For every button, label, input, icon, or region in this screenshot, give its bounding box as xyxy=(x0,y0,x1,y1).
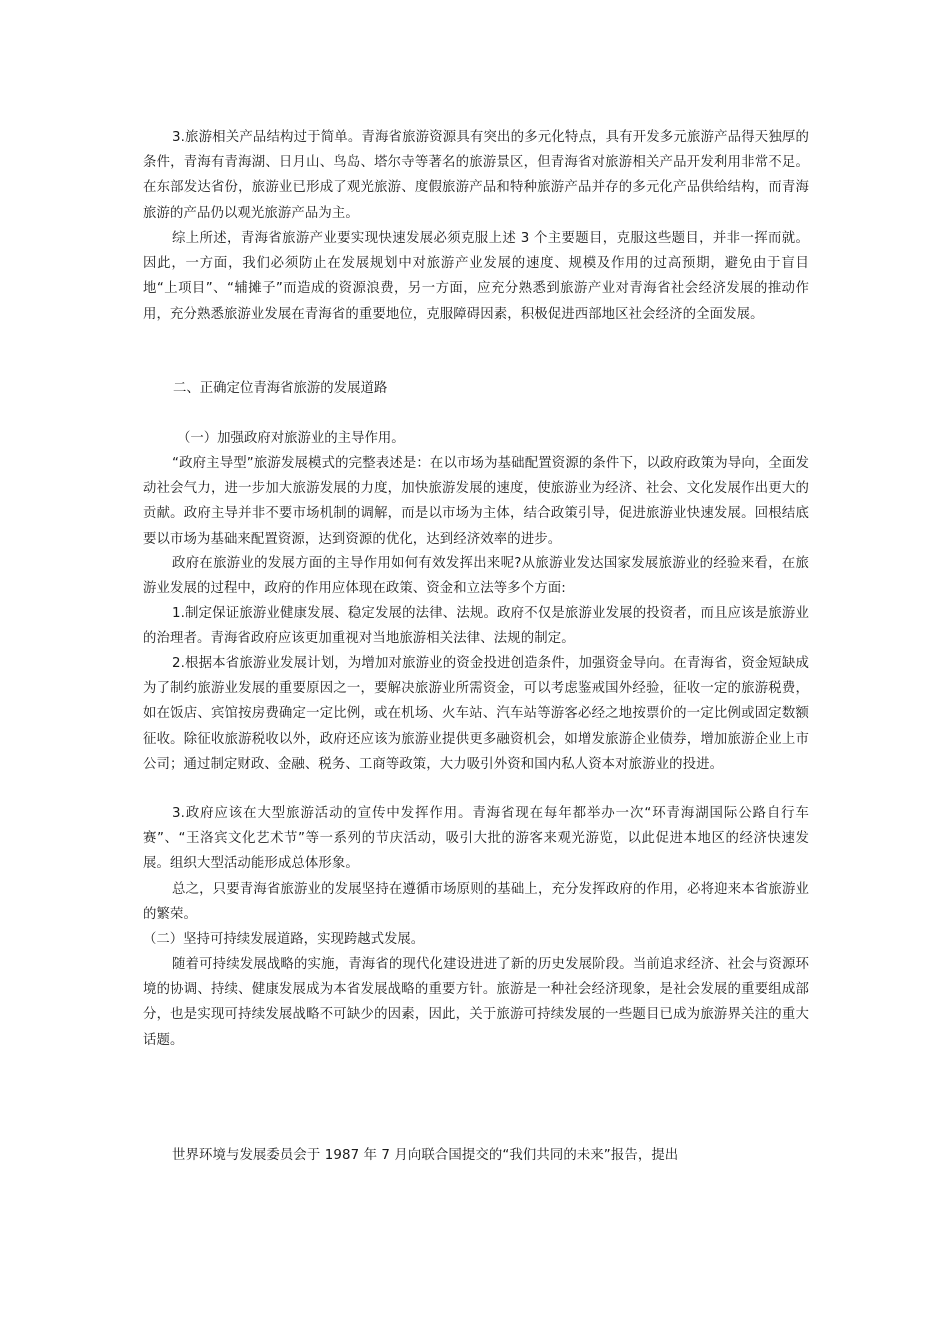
paragraph-government-role: 政府在旅游业的发展方面的主导作用如何有效发挥出来呢?从旅游业发达国家发展旅游业的经验来看，在旅游业发展的过程中，政府的作用应体现在政策、资金和立法等多个方面: xyxy=(143,556,809,597)
paragraph-laws: 1.制定保证旅游业健康发展、稳定发展的法律、法规。政府不仅是旅游业发展的投资者，而且应该是旅游业的治理者。青海省政府应该更加重视对当地旅游相关法律、法规的制定。 xyxy=(143,606,809,647)
subsection-heading-2: （二）坚持可持续发展道路，实现跨越式发展。 xyxy=(143,932,425,947)
paragraph-summary: 综上所述，青海省旅游产业要实现快速发展必须克服上述 3 个主要题目，克服这些题目，并非一挥而就。因此，一方面，我们必须防止在发展规划中对旅游产业发展的速度、规模及作用的过高预期，避免由于盲目地“上项目”、“辅摊子”而造成的资源浪费，另一方面，应充分熟悉到旅游产业对青海省社会经济发展的推动作用，充分熟悉旅游业发展在青海省的重要地位，克服障碍因素，积极促进西部地区社会经济的全面发展。 xyxy=(143,231,809,322)
subsection-heading-1: （一）加强政府对旅游业的主导作用。 xyxy=(177,431,405,446)
paragraph-government-led-model: “政府主导型”旅游发展模式的完整表述是：在以市场为基础配置资源的条件下，以政府政策为导向，全面发动社会气力，进一步加大旅游发展的力度，加快旅游发展的速度，使旅游业为经济、社会、文化发展作出更大的贡献。政府主导并非不要市场机制的调解，而是以市场为主体，结合政策引导，促进旅游业快速发展。回根结底要以市场为基础来配置资源，达到资源的优化，达到经济效率的进步。 xyxy=(143,456,809,547)
paragraph-product-structure: 3.旅游相关产品结构过于简单。青海省旅游资源具有突出的多元化特点，具有开发多元旅游产品得天独厚的条件，青海有青海湖、日月山、鸟岛、塔尔寺等著名的旅游景区，但青海省对旅游相关产品开发利用非常不足。在东部发达省份，旅游业已形成了观光旅游、度假旅游产品和特种旅游产品并存的多元化产品供给结构，而青海旅游的产品仍以观光旅游产品为主。 xyxy=(143,130,809,221)
paragraph-conclusion: 总之，只要青海省旅游业的发展坚持在遵循市场原则的基础上，充分发挥政府的作用，必将迎来本省旅游业的繁荣。 xyxy=(143,882,809,923)
paragraph-funding: 2.根据本省旅游业发展计划，为增加对旅游业的资金投进创造条件，加强资金导向。在青海省，资金短缺成为了制约旅游业发展的重要原因之一，要解决旅游业所需资金，可以考虑鉴戒国外经验，征收一定的旅游税费，如在饭店、宾馆按房费确定一定比例，或在机场、火车站、汽车站等游客必经之地按票价的一定比例或固定数额征收。除征收旅游税收以外，政府还应该为旅游业提供更多融资机会，如增发旅游企业债券，增加旅游企业上市公司；通过制定财政、金融、税务、工商等政策，大力吸引外资和国内私人资本对旅游业的投进。 xyxy=(143,656,809,772)
section-heading-2: 二、正确定位青海省旅游的发展道路 xyxy=(173,381,388,396)
paragraph-promotion: 3.政府应该在大型旅游活动的宣传中发挥作用。青海省现在每年都举办一次“环青海湖国际公路自行车赛”、“王洛宾文化艺术节”等一系列的节庆活动，吸引大批的游客来观光游览，以此促进本地区的经济快速发展。组织大型活动能形成总体形象。 xyxy=(143,806,809,872)
paragraph-wced-report: 世界环境与发展委员会于 1987 年 7 月向联合国提交的“我们共同的未来”报告，提出 xyxy=(172,1148,679,1163)
paragraph-sustainable: 随着可持续发展战略的实施，青海省的现代化建设进进了新的历史发展阶段。当前追求经济、社会与资源环境的协调、持续、健康发展成为本省发展战略的重要方针。旅游是一种社会经济现象，是社会发展的重要组成部分，也是实现可持续发展战略不可缺少的因素，因此，关于旅游可持续发展的一些题目已成为旅游界关注的重大话题。 xyxy=(143,957,809,1048)
